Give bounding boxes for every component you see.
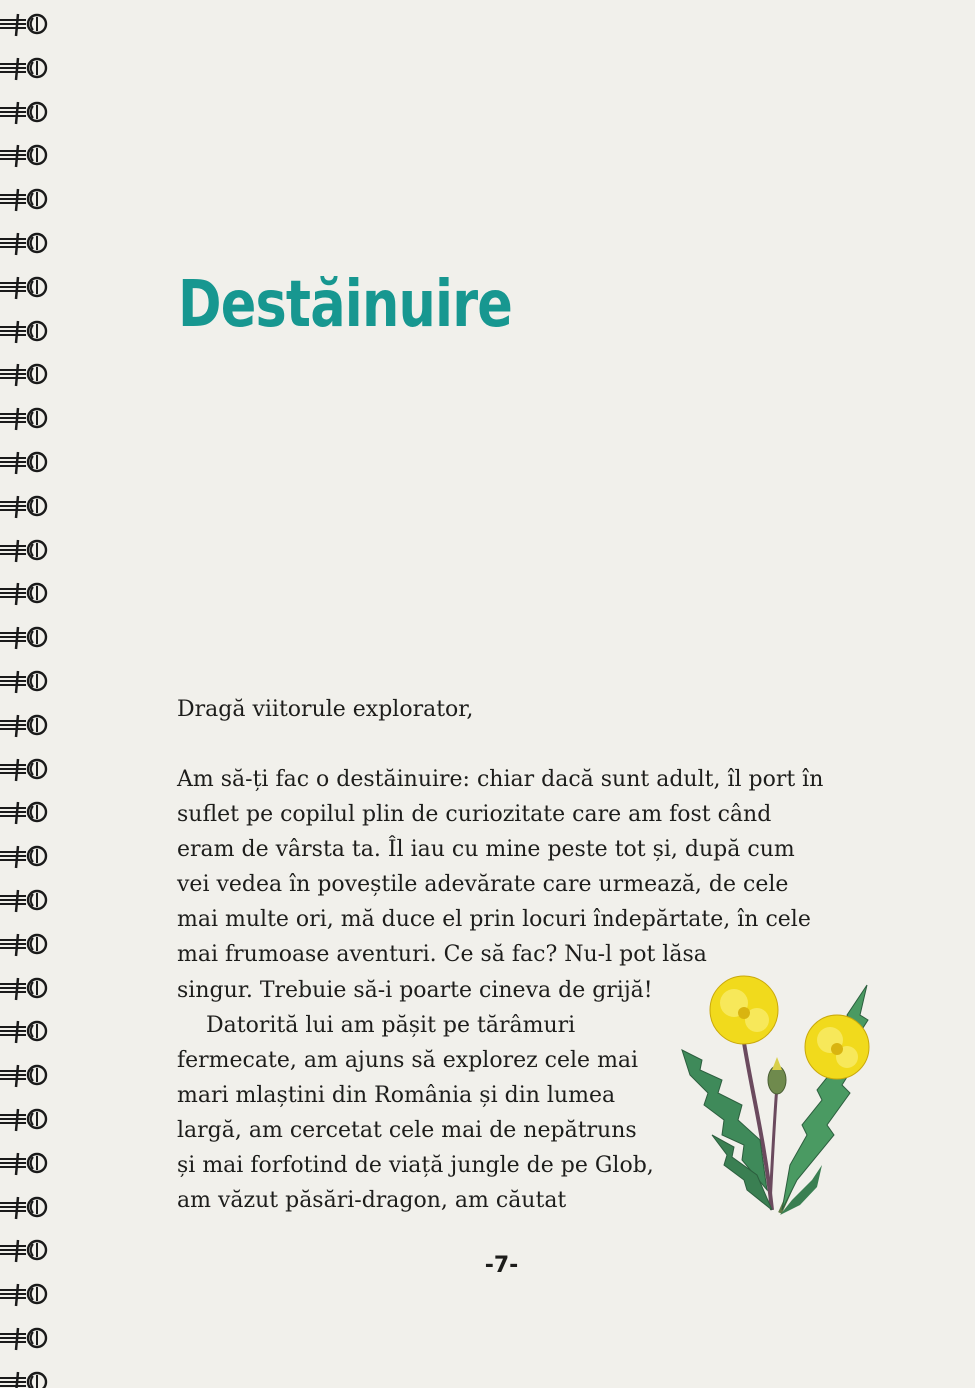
spiral-ring <box>0 1284 46 1306</box>
body-line: am văzut păsări-dragon, am căutat <box>177 1188 567 1214</box>
spiral-ring <box>0 145 46 167</box>
spiral-ring <box>0 1065 46 1087</box>
spiral-ring <box>0 1021 46 1043</box>
spiral-ring <box>0 627 46 649</box>
body-line: și mai forfotind de viață jungle de pe Glob, <box>177 1153 654 1179</box>
spiral-ring <box>0 321 46 343</box>
spiral-ring <box>0 452 46 474</box>
body-line: mari mlaștini din România și din lumea <box>177 1082 616 1108</box>
body-line: mai frumoase aventuri. Ce să fac? Nu-l pot lăsa <box>177 942 707 968</box>
spiral-ring <box>0 802 46 824</box>
spiral-ring <box>0 102 46 124</box>
spiral-ring <box>0 277 46 299</box>
dandelion-icon <box>672 975 877 1225</box>
spiral-ring <box>0 364 46 386</box>
spiral-ring <box>0 408 46 430</box>
body-line: eram de vârsta ta. Îl iau cu mine peste tot și, după cum <box>177 837 795 863</box>
spiral-ring <box>0 540 46 562</box>
body-line: singur. Trebuie să-i poarte cineva de grijă! <box>177 977 653 1003</box>
spiral-ring <box>0 759 46 781</box>
spiral-ring <box>0 890 46 912</box>
body-line: fermecate, am ajuns să explorez cele mai <box>177 1047 639 1073</box>
spiral-ring <box>0 58 46 80</box>
body-line: mai multe ori, mă duce el prin locuri îndepărtate, în cele <box>177 907 811 933</box>
spiral-ring <box>0 189 46 211</box>
body-line: largă, am cercetat cele mai de nepătruns <box>177 1117 637 1143</box>
spiral-ring <box>0 846 46 868</box>
spiral-ring <box>0 715 46 737</box>
spiral-ring <box>0 978 46 1000</box>
spiral-ring <box>0 1372 46 1388</box>
spiral-ring <box>0 14 46 36</box>
spiral-ring <box>0 934 46 956</box>
body-line: vei vedea în poveștile adevărate care urmează, de cele <box>177 872 789 898</box>
body-line: suflet pe copilul plin de curiozitate care am fost când <box>177 802 772 828</box>
spiral-ring <box>0 583 46 605</box>
spiral-ring <box>0 1109 46 1131</box>
body-line: Datorită lui am pășit pe tărâmuri <box>206 1012 576 1038</box>
spiral-ring <box>0 496 46 518</box>
page-number: -7- <box>484 1253 519 1278</box>
spiral-binding <box>0 0 60 1388</box>
spiral-ring <box>0 1328 46 1350</box>
spiral-ring <box>0 1197 46 1219</box>
page-title: Destăinuire <box>178 268 513 342</box>
body-line: Am să-ți fac o destăinuire: chiar dacă sunt adult, îl port în <box>177 767 824 792</box>
spiral-ring <box>0 1153 46 1175</box>
greeting: Dragă viitorule explorator, <box>177 697 474 722</box>
spiral-ring <box>0 233 46 255</box>
spiral-ring <box>0 671 46 693</box>
